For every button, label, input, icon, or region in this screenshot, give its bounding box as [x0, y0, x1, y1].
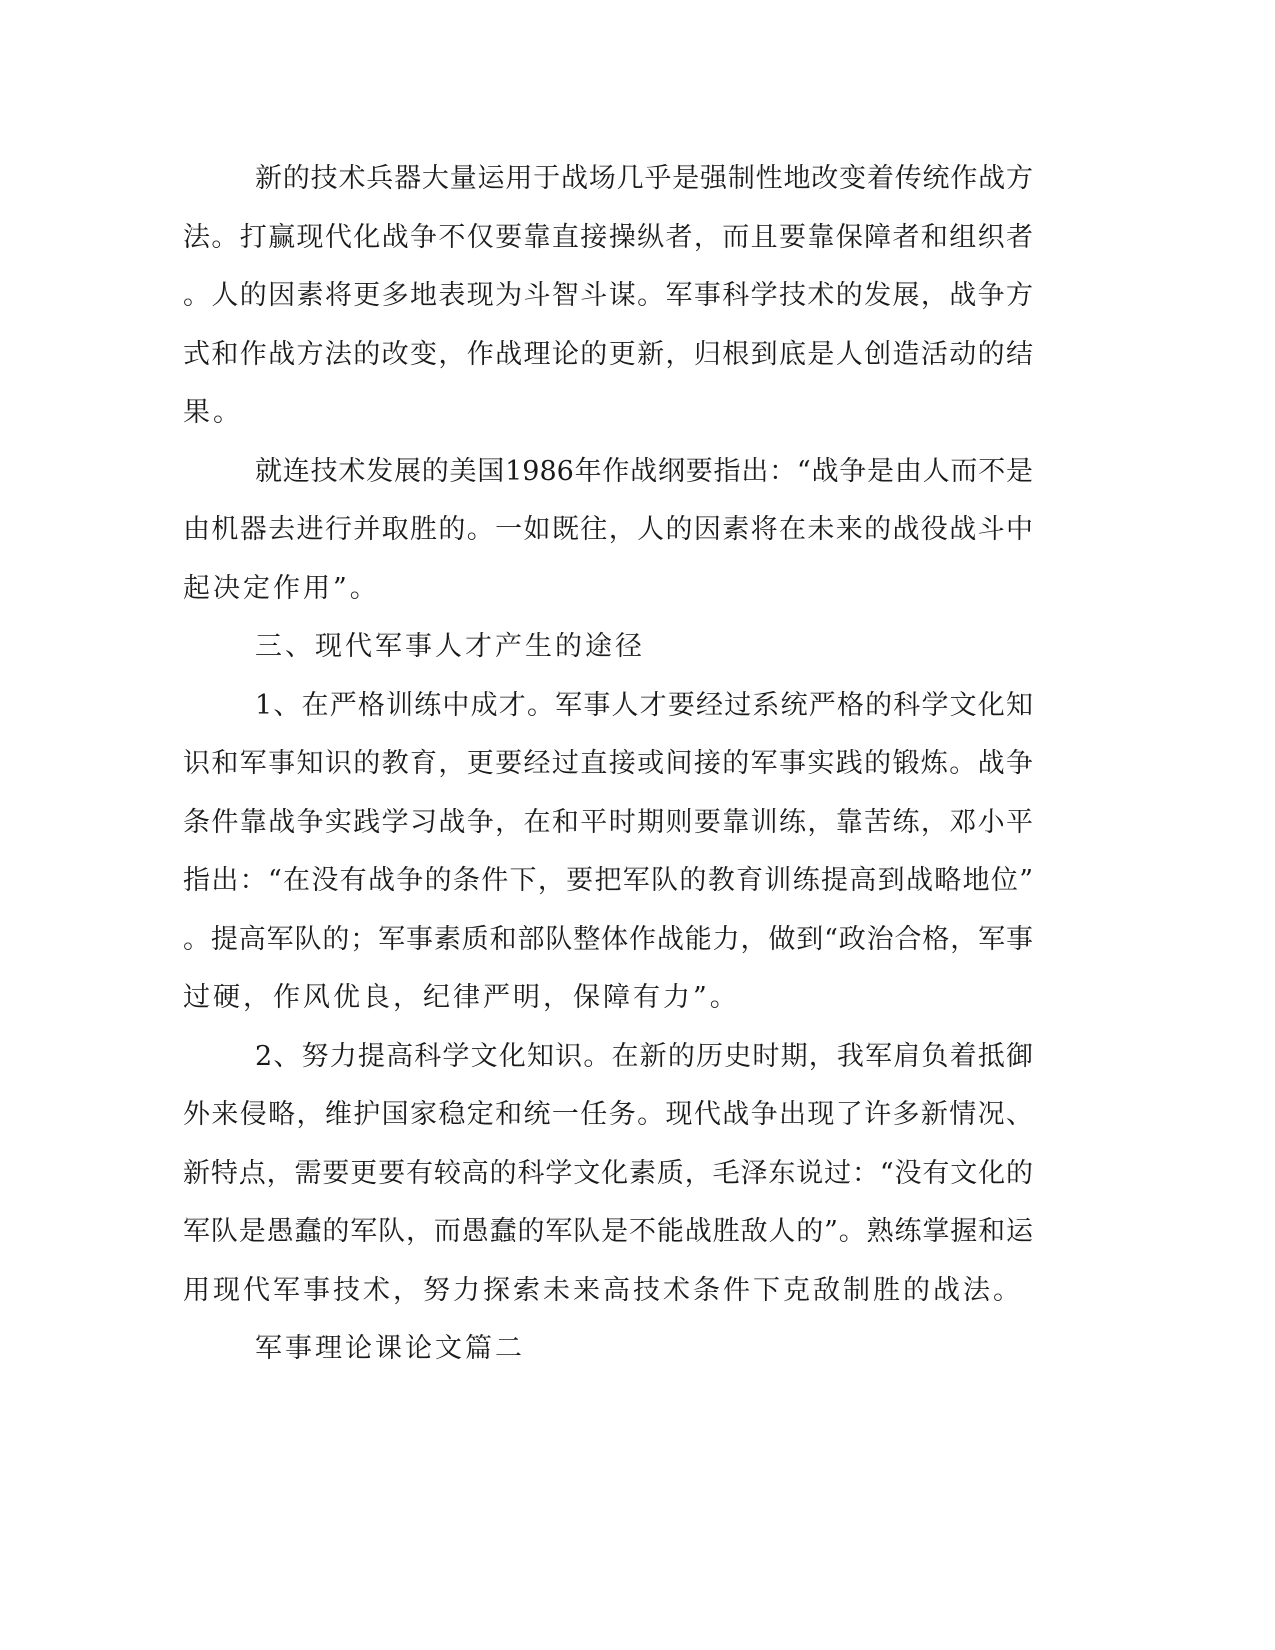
- text-line: 条件靠战争实践学习战争，在和平时期则要靠训练，靠苦练，邓小平: [183, 806, 1033, 838]
- text-line: 法。打赢现代化战争不仅要靠直接操纵者，而且要靠保障者和组织者: [183, 221, 1033, 253]
- text-line: 用现代军事技术，努力探索未来高技术条件下克敌制胜的战法。: [183, 1274, 1023, 1306]
- paragraph-1: [183, 150, 1033, 443]
- text-line: 新的技术兵器大量运用于战场几乎是强制性地改变着传统作战方: [255, 163, 1033, 194]
- text-line: 1、在严格训练中成才。军事人才要经过系统严格的科学文化知: [255, 689, 1033, 721]
- text-line: 2、努力提高科学文化知识。在新的历史时期，我军肩负着抵御: [255, 1040, 1033, 1072]
- text-line: 指出：“在没有战争的条件下，要把军队的教育训练提高到战略地位”: [183, 865, 1033, 896]
- text-line: 新特点，需要更要有较高的科学文化素质，毛泽东说过：“没有文化的: [183, 1157, 1033, 1189]
- article-title-text: 军事理论课论文篇二: [255, 1333, 525, 1364]
- document-body: [183, 150, 1033, 1379]
- text-line: 起决定作用”。: [183, 572, 380, 604]
- text-line: 由机器去进行并取胜的。一如既往，人的因素将在未来的战役战斗中: [183, 514, 1033, 545]
- text-line: 军队是愚蠢的军队，而愚蠢的军队是不能战胜敌人的”。熟练掌握和运: [183, 1216, 1033, 1247]
- paragraph-2: [183, 443, 1033, 619]
- section-heading: [183, 618, 1033, 677]
- text-line: 外来侵略，维护国家稳定和统一任务。现代战争出现了许多新情况、: [183, 1099, 1033, 1130]
- paragraph-3: [183, 677, 1033, 1028]
- paragraph-4: [183, 1028, 1033, 1321]
- article-title: [183, 1320, 1033, 1379]
- text-line: 。提高军队的；军事素质和部队整体作战能力，做到“政治合格，军事: [183, 923, 1033, 955]
- section-heading-text: 三、现代军事人才产生的途径: [255, 631, 645, 662]
- text-line: 识和军事知识的教育，更要经过直接或间接的军事实践的锻炼。战争: [183, 748, 1033, 779]
- text-line: 过硬，作风优良，纪律严明，保障有力”。: [183, 982, 740, 1013]
- text-line: 果。: [183, 397, 243, 428]
- text-line: 就连技术发展的美国1986年作战纲要指出：“战争是由人而不是: [255, 455, 1033, 487]
- text-line: 。人的因素将更多地表现为斗智斗谋。军事科学技术的发展，战争方: [183, 280, 1033, 311]
- text-line: 式和作战方法的改变，作战理论的更新，归根到底是人创造活动的结: [183, 338, 1033, 370]
